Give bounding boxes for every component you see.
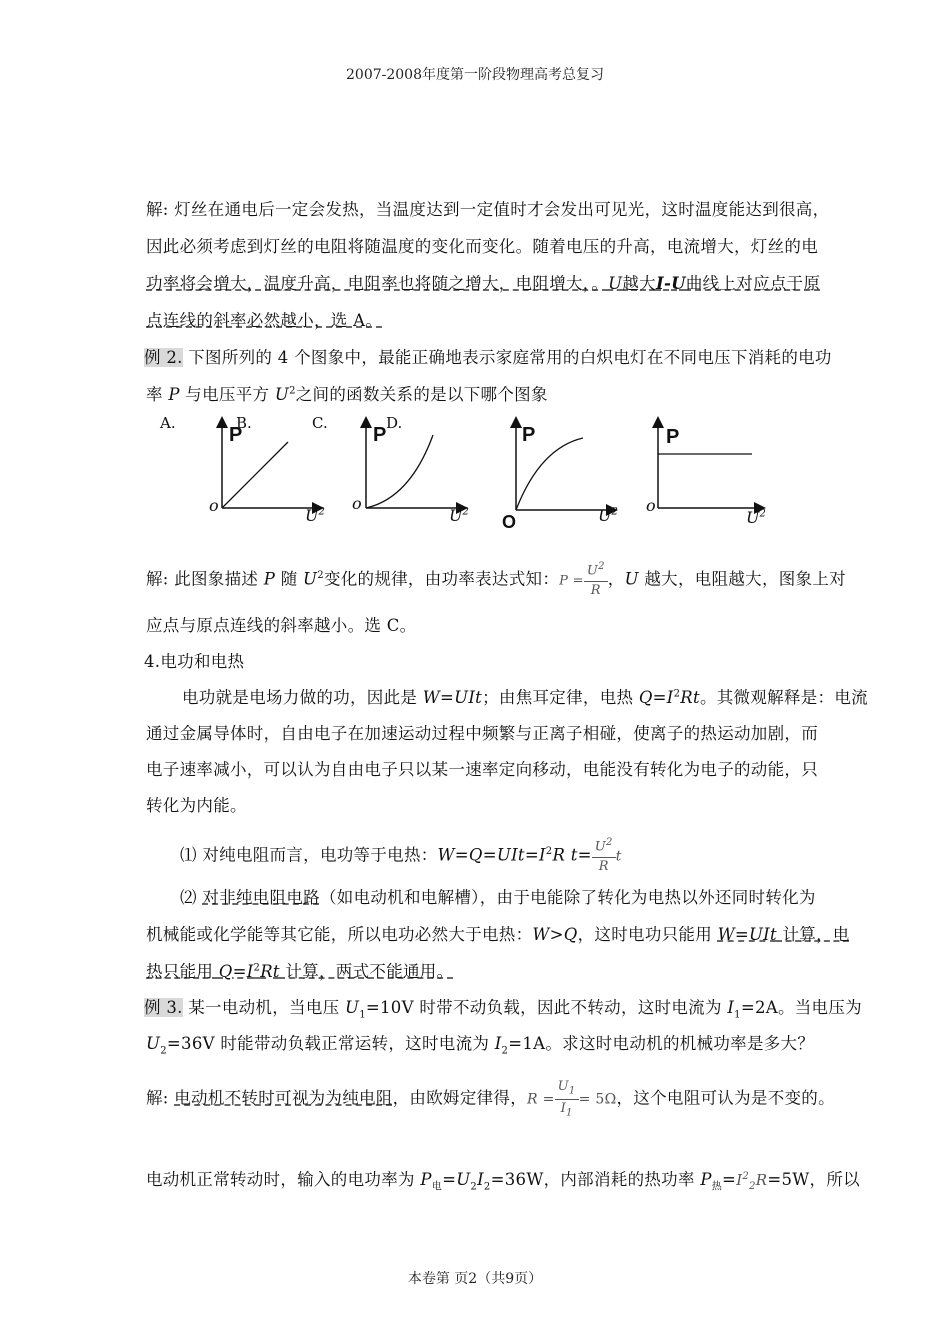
page-header: 2007-2008年度第一阶段物理高考总复习 <box>346 67 604 83</box>
option-d-label: D. <box>386 414 403 432</box>
solution-1-line-3: 功率将会增大，温度升高，电阻率也将随之增大，电阻增大，。U越大I-U曲线上对应点于原 <box>146 274 821 293</box>
graph-a-x-label: $U^2$ <box>305 506 325 525</box>
item-2-line-2: 机械能或化学能等其它能，所以电功必然大于电热：W>Q，这时电功只能用 W=UIt 计算，电 <box>146 925 850 944</box>
item-2-line-1: ⑵ 对非纯电阻电路（如电动机和电解槽），由于电能除了转化为电热以外还同时转化为 <box>180 888 816 907</box>
example-2-tag: 例 2. <box>144 348 183 367</box>
formula-p-lhs: P = <box>559 573 584 589</box>
graph-a-curve <box>222 442 288 508</box>
example-3-tag: 例 3. <box>144 998 183 1017</box>
formula-u2-over-r: $\frac{U^2}{R}$ <box>592 836 616 876</box>
section-4-line-3: 电子速率减小，可以认为自由电子只以某一速率定向移动，电能没有转化为电子的动能，只 <box>146 760 818 779</box>
example-3-line-2: $U_2=36V$ 时能带动负载正常运转，这时电流为 $I_2=1A$。求这时电动机的机械功率是多大？ <box>146 1034 815 1057</box>
formula-p-fraction: $\frac{U^2}{R}$ <box>584 560 608 600</box>
graph-c-origin: O <box>502 512 517 532</box>
example-3-solution-line-2: 电动机正常转动时，输入的电功率为 $P_电=U_2I_2=36W$，内部消耗的热功率 $P_热=I^2_2R=5W$，所以 <box>146 1170 860 1193</box>
section-4-line-1: 电功就是电场力做的功，因此是 W=UIt；由焦耳定律，电热 $Q=I^2Rt$。其微观解释是：电流 <box>182 688 868 707</box>
graph-c-y-label: P <box>522 424 536 446</box>
graph-b-origin: o <box>352 494 362 513</box>
example-3-line-1: 例 3. 某一电动机，当电压 $U_1=10V$ 时带不动负载，因此不转动，这时电流为 $I_1=2A$。当电压为 <box>144 998 862 1021</box>
graph-a-origin: o <box>209 496 219 515</box>
page-footer: 本卷第 页2（共9页） <box>407 1271 543 1287</box>
graph-d-origin: o <box>646 496 656 515</box>
solution-1-line-4: 点连线的斜率必然越小，选 A。 <box>146 311 383 330</box>
graph-d-x-label: $U^2$ <box>746 508 766 527</box>
graph-a-y-label: P <box>229 424 243 446</box>
solution-1-line-1: 解: 灯丝在通电后一定会发热，当温度达到一定值时才会发出可见光，这时温度能达到很高， <box>146 200 830 219</box>
example-2-line-2: 率 P 与电压平方 $U^2$之间的函数关系的是以下哪个图象 <box>146 385 548 404</box>
solution-2-line-2: 应点与原点连线的斜率越小。选 C。 <box>146 616 417 635</box>
graph-c-curve <box>516 438 583 510</box>
item-2-line-3: 热只能用 $Q=I^2Rt$ 计算，两式不能通用。 <box>146 962 454 981</box>
graph-b-y-label: P <box>373 424 387 446</box>
section-4-line-4: 转化为内能。 <box>146 796 247 815</box>
example-3-solution-line-1: 解: 电动机不转时可视为为纯电阻，由欧姆定律得，R = $\frac{U_1}{I_1}$ = 5Ω，这个电阻可认为是不变的。 <box>146 1079 835 1119</box>
solution-1-line-2: 因此必须考虑到灯丝的电阻将随温度的变化而变化。随着电压的升高，电流增大，灯丝的电 <box>146 237 818 256</box>
section-4-line-2: 通过金属导体时，自由电子在加速运动过程中频繁与正离子相碰，使离子的热运动加剧，而 <box>146 724 818 743</box>
option-c-label: C. <box>312 414 328 432</box>
graph-c-x-label: $U^2$ <box>598 506 618 525</box>
formula-r-fraction: $\frac{U_1}{I_1}$ <box>555 1078 579 1120</box>
example-2-line-1: 例 2. 下图所列的 4 个图象中，最能正确地表示家庭常用的白炽电灯在不同电压下消耗的电功 <box>144 348 832 367</box>
section-4-title: 4.电功和电热 <box>144 652 245 671</box>
solution-2-line-1: 解: 此图象描述 P 随 $U^2$变化的规律，由功率表达式知：P = $\frac{U^2}{R}$ ，U 越大，电阻越大，图象上对 <box>146 560 846 600</box>
option-a-label: A. <box>160 414 176 432</box>
graphs-figure <box>200 410 840 540</box>
item-1-pure-resistance: ⑴ 对纯电阻而言，电功等于电热：$W=Q=UIt=I^2R$ t= $\frac{U^2}{R}$ t <box>180 836 622 876</box>
option-b-label: B. <box>236 414 252 432</box>
graph-d-y-label: P <box>666 426 680 448</box>
graph-b-x-label: $U^2$ <box>449 506 469 525</box>
